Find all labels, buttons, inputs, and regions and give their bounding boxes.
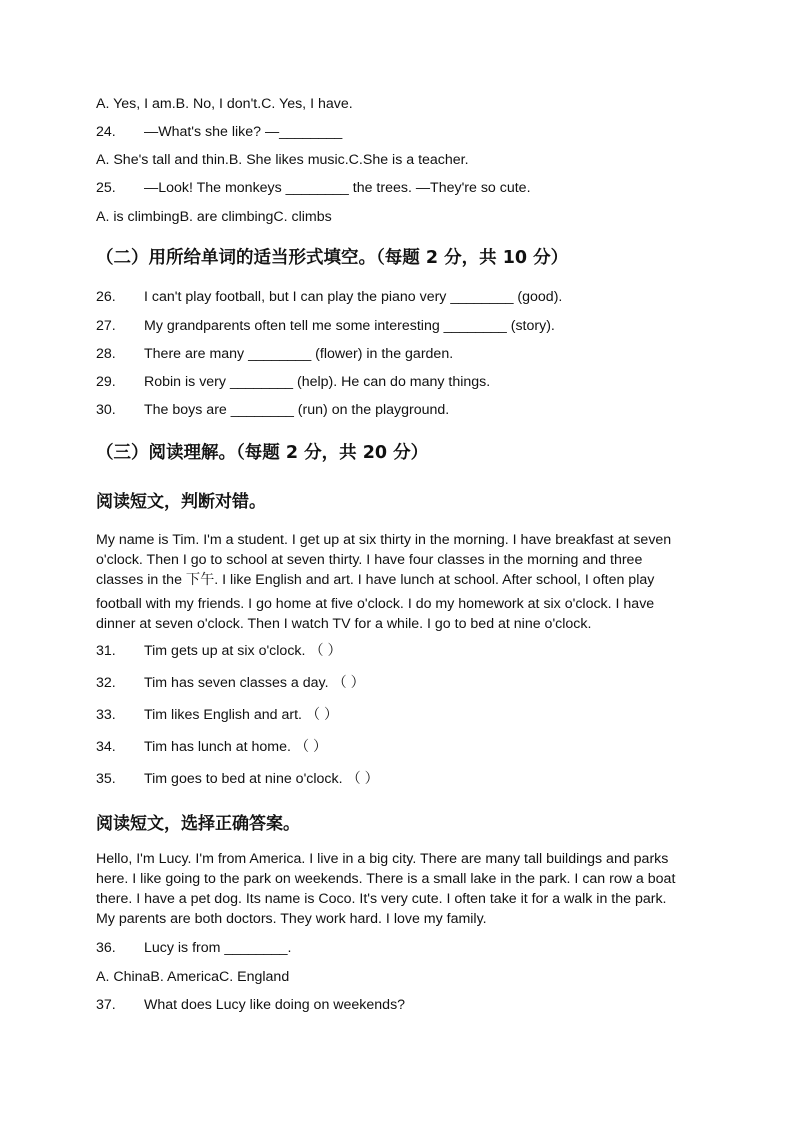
question-number: 31. (96, 643, 116, 659)
q31-item (96, 641, 342, 661)
passage-line: My name is Tim. I'm a student. I get up at six thirty in the morning. I have breakfast at seven (96, 532, 672, 548)
q34-item (96, 737, 327, 757)
part1-passage (96, 530, 700, 634)
question-number: 35. (96, 771, 116, 787)
q36-item (96, 938, 291, 958)
passage-line: dinner at seven o'clock. Then I watch TV for a while. I go to bed at nine o'clock. (96, 616, 592, 632)
q36-options: A. ChinaB. AmericaC. England (96, 969, 290, 985)
question-number: 27. (96, 318, 116, 334)
q32-item (96, 673, 365, 693)
q26-item (96, 287, 562, 307)
part2-passage (96, 849, 700, 929)
passage-line: here. I like going to the park on weekends. There is a small lake in the park. I can row a boat (96, 871, 676, 887)
question-number: 34. (96, 739, 116, 755)
question-text: Lucy is from ________. (144, 940, 292, 956)
question-text: —What's she like? —________ (144, 124, 343, 140)
question-number: 25. (96, 180, 116, 196)
q30-item (96, 400, 449, 420)
part2-instruction: 阅读短文，选择正确答案。 (96, 814, 300, 834)
q25-options: A. is climbingB. are climbingC. climbs (96, 209, 332, 225)
section3-heading: （三）阅读理解。（每题 2 分，共 20 分） (96, 443, 429, 463)
q33-item (96, 705, 338, 725)
question-number: 36. (96, 940, 116, 956)
passage-line: My parents are both doctors. They work hard. I love my family. (96, 911, 487, 927)
question-text: There are many ________ (flower) in the garden. (144, 346, 454, 362)
question-text: Tim has lunch at home. （ ） (144, 739, 328, 755)
question-number: 24. (96, 124, 116, 140)
question-number: 29. (96, 374, 116, 390)
question-text: I can't play football, but I can play the piano very ________ (good). (144, 289, 563, 305)
passage-line: o'clock. Then I go to school at seven thirty. I have four classes in the morning and three (96, 552, 643, 568)
question-number: 30. (96, 402, 116, 418)
question-text: —Look! The monkeys ________ the trees. —They're so cute. (144, 180, 531, 196)
q25-item (96, 178, 531, 198)
question-number: 37. (96, 997, 116, 1013)
q29-item (96, 372, 490, 392)
question-text: Tim gets up at six o'clock. （ ） (144, 643, 342, 659)
q24-item (96, 122, 342, 142)
q37-item (96, 995, 405, 1015)
passage-line: there. I have a pet dog. Its name is Coco. It's very cute. I often take it for a walk in the park. (96, 891, 667, 907)
q28-item (96, 344, 453, 364)
question-text: Tim likes English and art. （ ） (144, 707, 339, 723)
question-text: What does Lucy like doing on weekends? (144, 997, 406, 1013)
passage-line: football with my friends. I go home at five o'clock. I do my homework at six o'clock. I have (96, 596, 655, 612)
question-number: 28. (96, 346, 116, 362)
question-text: Robin is very ________ (help). He can do many things. (144, 374, 491, 390)
q24-options: A. She's tall and thin.B. She likes music.C.She is a teacher. (96, 152, 469, 168)
question-number: 32. (96, 675, 116, 691)
q35-item (96, 769, 379, 789)
q27-item (96, 316, 555, 336)
question-number: 26. (96, 289, 116, 305)
question-text: The boys are ________ (run) on the playground. (144, 402, 450, 418)
passage-line: Hello, I'm Lucy. I'm from America. I live in a big city. There are many tall buildings and parks (96, 851, 669, 867)
q23-options: A. Yes, I am.B. No, I don't.C. Yes, I have. (96, 96, 353, 112)
passage-line: classes in the 下午. I like English and art. I have lunch at school. After school, I often play (96, 572, 655, 588)
question-text: Tim goes to bed at nine o'clock. （ ） (144, 771, 379, 787)
question-number: 33. (96, 707, 116, 723)
question-text: My grandparents often tell me some interesting ________ (story). (144, 318, 555, 334)
section2-heading: （二）用所给单词的适当形式填空。（每题 2 分，共 10 分） (96, 248, 569, 268)
question-text: Tim has seven classes a day. （ ） (144, 675, 365, 691)
part1-instruction: 阅读短文，判断对错。 (96, 492, 266, 512)
